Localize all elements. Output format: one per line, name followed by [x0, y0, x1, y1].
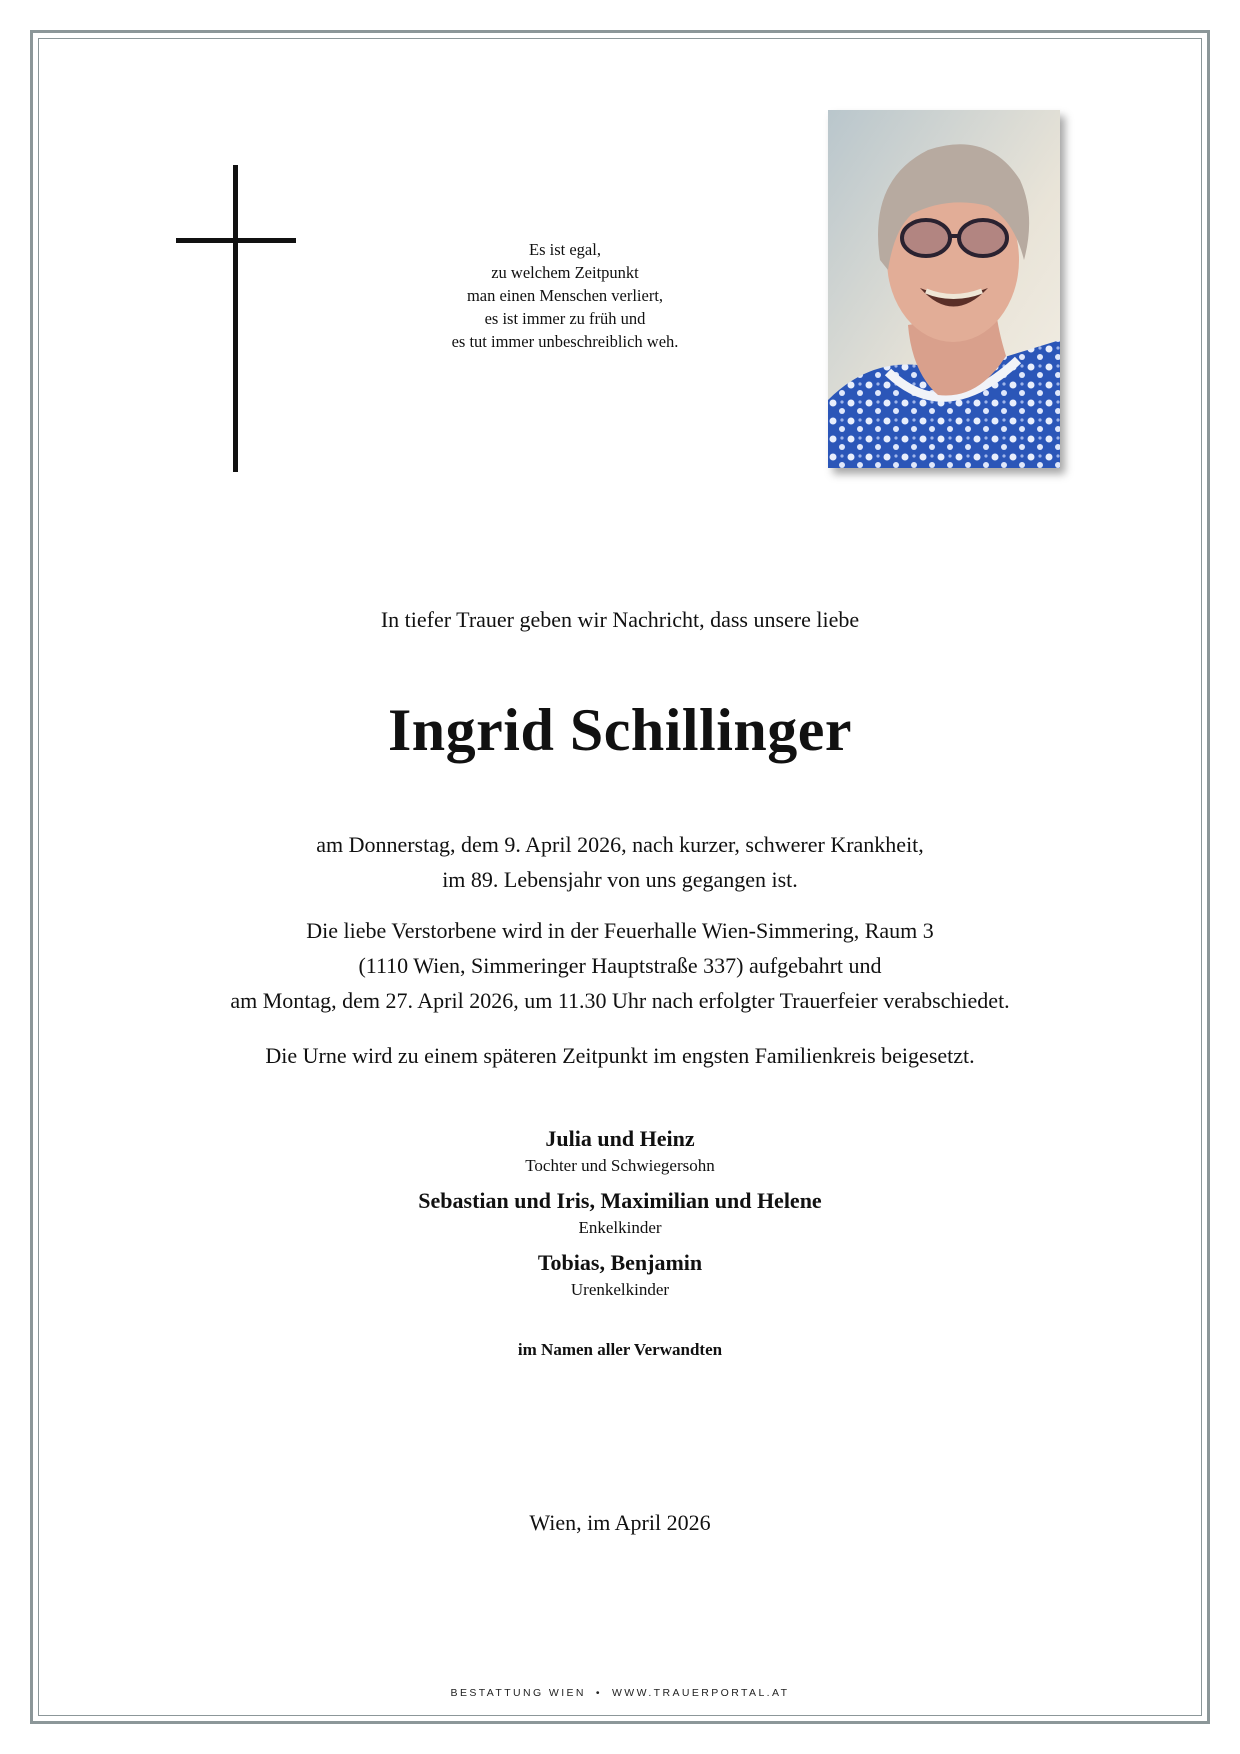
mourner-names: Julia und Heinz: [545, 1126, 695, 1151]
mourner-relation: Tochter und Schwiegersohn: [525, 1156, 715, 1175]
poem-line: zu welchem Zeitpunkt: [491, 263, 639, 282]
footer-credit: [0, 1687, 1240, 1699]
mourner-group: [0, 1248, 1240, 1302]
footer-company: BESTATTUNG WIEN: [450, 1687, 586, 1699]
death-line: am Donnerstag, dem 9. April 2026, nach kurzer, schwerer Krankheit,: [316, 832, 924, 857]
death-line: im 89. Lebensjahr von uns gegangen ist.: [442, 867, 798, 892]
ceremony-line: am Montag, dem 27. April 2026, um 11.30 Uhr nach erfolgter Trauerfeier verabschiedet.: [230, 988, 1010, 1013]
mourner-names: Sebastian und Iris, Maximilian und Helene: [418, 1188, 822, 1213]
ceremony-line: (1110 Wien, Simmeringer Hauptstraße 337) aufgebahrt und: [358, 953, 882, 978]
poem-line: man einen Menschen verliert,: [466, 286, 664, 305]
place-date: Wien, im April 2026: [529, 1510, 711, 1535]
on-behalf-text: im Namen aller Verwandten: [517, 1340, 723, 1359]
cross-icon: [176, 165, 296, 475]
mourner-relation: Urenkelkinder: [570, 1280, 670, 1299]
footer-separator: •: [595, 1687, 602, 1699]
death-notice: [0, 827, 1240, 897]
poem-line: es tut immer unbeschreiblich weh.: [451, 332, 679, 351]
ceremony-notice: [0, 913, 1240, 1018]
mourner-group: [0, 1186, 1240, 1240]
mourner-names: Tobias, Benjamin: [537, 1250, 703, 1275]
mourner-relation: Enkelkinder: [578, 1218, 662, 1237]
memorial-poem: [400, 238, 730, 353]
burial-notice: [0, 1038, 1240, 1073]
ceremony-line: Die liebe Verstorbene wird in der Feuerhalle Wien-Simmering, Raum 3: [306, 918, 934, 943]
mourner-group: [0, 1124, 1240, 1178]
announcement-intro: In tiefer Trauer geben wir Nachricht, dass unsere liebe: [380, 607, 860, 632]
footer-website: WWW.TRAUERPORTAL.AT: [612, 1687, 790, 1699]
deceased-name: Ingrid Schillinger: [387, 697, 853, 763]
poem-line: es ist immer zu früh und: [484, 309, 646, 328]
mourners-list: [0, 1124, 1240, 1310]
poem-line: Es ist egal,: [529, 240, 601, 259]
portrait-photo: [828, 110, 1060, 468]
burial-line: Die Urne wird zu einem späteren Zeitpunkt im engsten Familienkreis beigesetzt.: [265, 1043, 975, 1068]
